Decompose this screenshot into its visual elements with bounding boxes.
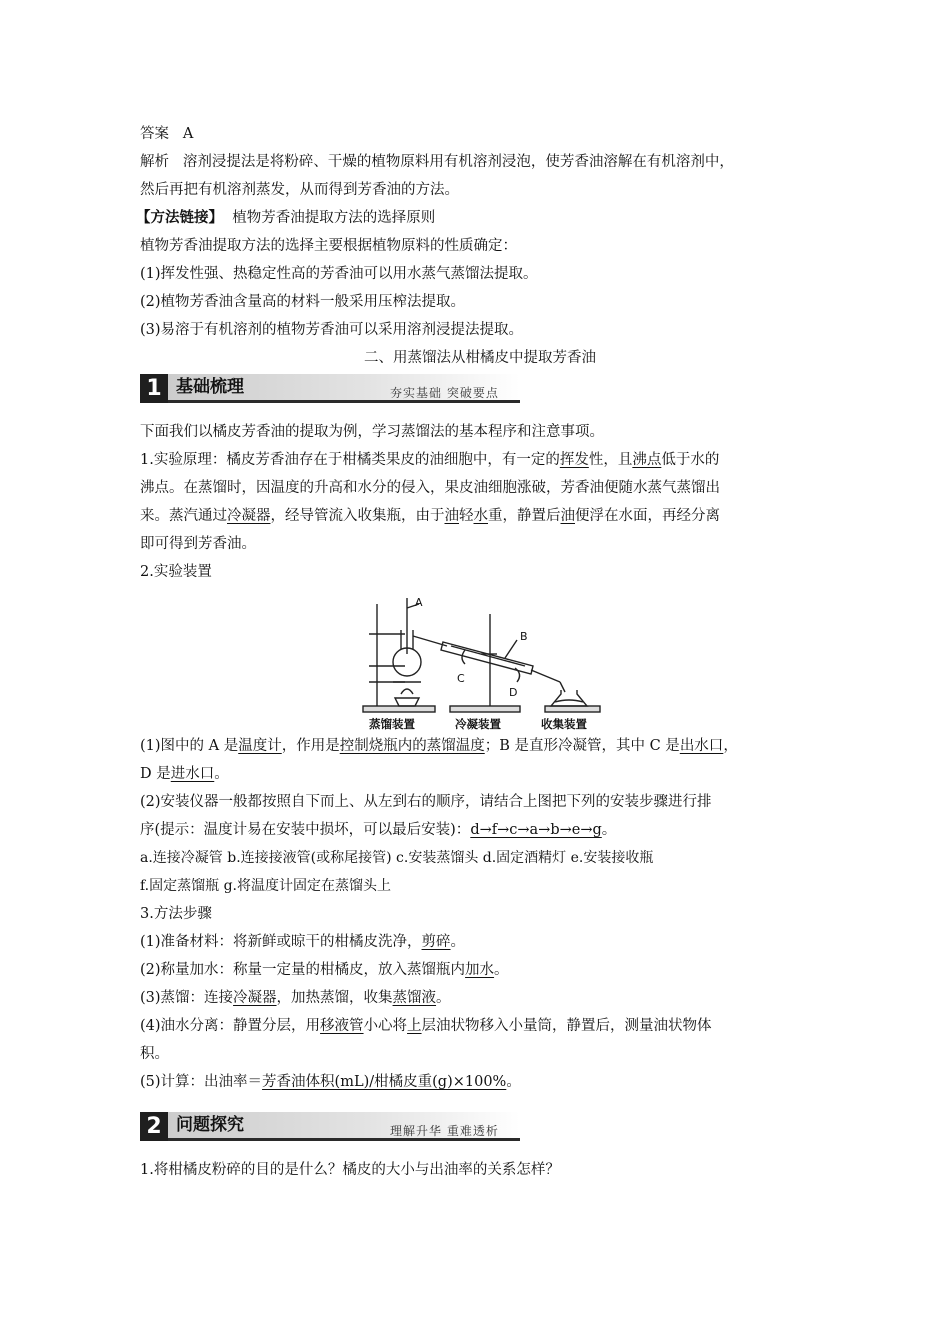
text: 。	[450, 934, 466, 950]
method-link-heading	[136, 204, 820, 232]
method-step-2	[140, 956, 820, 984]
label-c: C	[457, 672, 465, 685]
text: 序(提示：温度计易在安装中损坏，可以最后安装)：	[140, 822, 471, 838]
method-step-4-cont: 积。	[140, 1046, 169, 1062]
principle-line-3	[140, 502, 820, 530]
blank-answer: 出水口	[679, 738, 724, 754]
text: (1)准备材料：将新鲜或晾干的柑橘皮洗净，	[140, 934, 422, 950]
blank-answer: 水	[473, 508, 488, 524]
method-link-tag: 【方法链接】	[136, 210, 223, 226]
blank-answer: 加水	[465, 962, 495, 978]
method-step-3	[140, 984, 820, 1012]
text: (4)油水分离：静置分层，用	[140, 1018, 321, 1034]
method-step-5	[140, 1068, 820, 1096]
text: 。	[494, 962, 509, 978]
blank-answer: 油	[560, 508, 575, 524]
label-a: A	[415, 596, 423, 609]
q1-line-2	[140, 760, 820, 788]
analysis-label: 解析	[140, 154, 169, 170]
question-1: 1.将柑橘皮粉碎的目的是什么？橘皮的大小与出油率的关系怎样？	[140, 1162, 560, 1178]
document-page	[136, 120, 820, 1184]
text: ；B 是直形冷凝管，其中 C 是	[484, 738, 680, 754]
caption-collection: 收集装置	[541, 717, 587, 731]
caption-distillation: 蒸馏装置	[369, 717, 415, 731]
method-link-item-2: (2)植物芳香油含量高的材料一般采用压榨法提取。	[140, 294, 466, 310]
text: 。	[214, 766, 229, 782]
answer-label: 答案	[140, 126, 169, 142]
label-b: B	[520, 630, 528, 643]
blank-answer: d→f→c→a→b→e→g	[470, 822, 602, 838]
text: 便浮在水面，再经分离	[575, 508, 720, 524]
text: 性，且	[588, 452, 633, 468]
method-link-item-1: (1)挥发性强、热稳定性高的芳香油可以用水蒸气蒸馏法提取。	[140, 266, 538, 282]
section-header-inquiry	[140, 1112, 820, 1142]
answer-value: A	[182, 126, 194, 142]
blank-answer: 沸点	[632, 452, 662, 468]
method-link-intro: 植物芳香油提取方法的选择主要根据植物原料的性质确定：	[140, 238, 517, 254]
apparatus-title: 2.实验装置	[140, 564, 212, 580]
section-title: 问题探究	[176, 1115, 244, 1135]
text: ，作用是	[281, 738, 340, 754]
text: ，加热蒸馏，收集	[276, 990, 393, 1006]
caption-condensation: 冷凝装置	[455, 717, 501, 731]
apparatus-diagram	[355, 594, 605, 732]
section-number: 2	[140, 1112, 168, 1141]
blank-answer: 蒸馏液	[392, 990, 437, 1006]
blank-answer: 芳香油体积(mL)/柑橘皮重(g)×100%	[262, 1074, 507, 1090]
text: (5)计算：出油率＝	[140, 1074, 263, 1090]
text: ，经导管流入收集瓶，由于	[270, 508, 445, 524]
section-subtitle: 夯实基础 突破要点	[390, 386, 499, 400]
text: ，	[723, 738, 738, 754]
intro-text: 下面我们以橘皮芳香油的提取为例，学习蒸馏法的基本程序和注意事项。	[140, 424, 604, 440]
distillation-apparatus-figure	[140, 594, 820, 732]
section-title: 基础梳理	[176, 377, 244, 397]
q1-line-1	[140, 732, 820, 760]
principle-line-1	[140, 446, 820, 474]
text: 。	[436, 990, 451, 1006]
text: (2)称量加水：称量一定量的柑橘皮，放入蒸馏瓶内	[140, 962, 466, 978]
section-subtitle: 理解升华 重难透析	[390, 1124, 499, 1138]
answer-line	[140, 120, 820, 148]
principle-line-2: 沸点。在蒸馏时，因温度的升高和水分的侵入，果皮油细胞涨破，芳香油便随水蒸气蒸馏出	[140, 480, 720, 496]
blank-answer: 进水口	[170, 766, 215, 782]
part-title: 二、用蒸馏法从柑橘皮中提取芳香油	[364, 350, 596, 366]
blank-answer: 温度计	[238, 738, 282, 754]
text: (1)图中的 A 是	[140, 738, 239, 754]
principle-line-4: 即可得到芳香油。	[140, 536, 256, 552]
blank-answer: 冷凝器	[233, 990, 277, 1006]
analysis-line-2: 然后再把有机溶剂蒸发，从而得到芳香油的方法。	[140, 182, 459, 198]
analysis-text: 溶剂浸提法是将粉碎、干燥的植物原料用有机溶剂浸泡，使芳香油溶解在有机溶剂中，	[182, 154, 734, 170]
text: 来。蒸汽通过	[140, 508, 227, 524]
blank-answer: 油	[444, 508, 459, 524]
q2-steps-1: a.连接冷凝管 b.连接接液管(或称尾接管) c.安装蒸馏头 d.固定酒精灯 e.安装接收瓶	[140, 850, 654, 866]
method-link-title: 植物芳香油提取方法的选择原则	[232, 210, 436, 226]
text: 。	[506, 1074, 521, 1090]
blank-answer: 冷凝器	[227, 508, 271, 524]
label-d: D	[509, 686, 518, 699]
text: 重，静置后	[488, 508, 561, 524]
section-number: 1	[140, 374, 168, 403]
blank-answer: 移液管	[320, 1018, 364, 1034]
method-step-4	[140, 1012, 820, 1040]
blank-answer: 剪碎	[421, 934, 451, 950]
q2-line-1: (2)安装仪器一般都按照自下而上、从左到右的顺序，请结合上图把下列的安装步骤进行排	[140, 794, 712, 810]
text: 。	[601, 822, 617, 838]
blank-answer: 控制烧瓶内的蒸馏温度	[339, 738, 485, 754]
section-header-basics	[140, 374, 820, 404]
text: 层油状物移入小量筒，静置后，测量油状物体	[421, 1018, 712, 1034]
q2-line-2	[140, 816, 820, 844]
text: 1.实验原理：橘皮芳香油存在于柑橘类果皮的油细胞中，有一定的	[140, 452, 560, 468]
method-link-item-3: (3)易溶于有机溶剂的植物芳香油可以采用溶剂浸提法提取。	[140, 322, 524, 338]
text: 低于水的	[661, 452, 720, 468]
blank-answer: 挥发	[559, 452, 589, 468]
text: D 是	[140, 766, 171, 782]
blank-answer: 上	[407, 1018, 422, 1034]
q2-steps-2: f.固定蒸馏瓶 g.将温度计固定在蒸馏头上	[140, 878, 391, 894]
text: (3)蒸馏：连接	[140, 990, 234, 1006]
method-step-1	[140, 928, 820, 956]
text: 小心将	[363, 1018, 408, 1034]
text: 轻	[459, 508, 474, 524]
analysis-line	[140, 148, 820, 176]
method-title: 3.方法步骤	[140, 906, 212, 922]
